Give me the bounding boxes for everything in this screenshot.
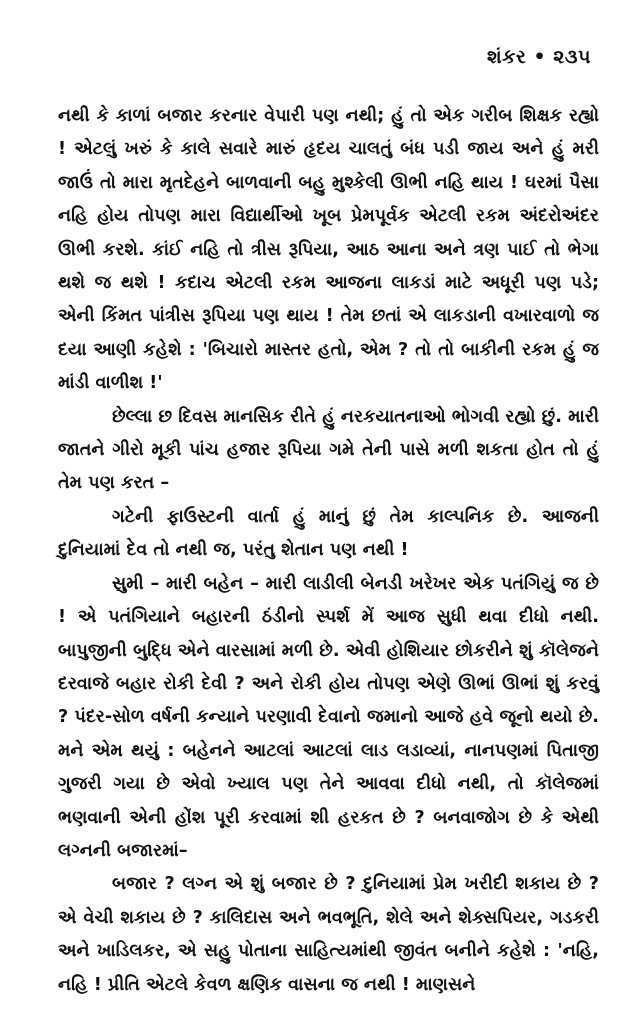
running-header: શંકર • ૨૩૫	[486, 46, 591, 68]
paragraph-5: બજાર ? લગ્ન એ શું બજાર છે ? દુનિયામાં પ્રેમ ખરીદી શકાય છે ? એ વેચી શકાય છે ? કાલિદાસ અને ભવભૂતિ, શેલે અને શેક્સપિયર, ગડકરી અને ખાડિલકર, એ સહુ પોતાના સાહિત્યમાંથી જીવંત બનીને કહેશે : 'નહિ, નહિ ! પ્રીતિ એટલે કેવળ ક્ષણિક વાસના જ નથી ! માણસને	[58, 874, 599, 995]
paragraph-2: છેલ્લા છ દિવસ માનસિક રીતે હું નરકયાતનાઓ ભોગવી રહ્યો છું. મારી જાતને ગીરો મૂકી પાંચ હજાર રૂપિયા ગમે તેની પાસે મળી શકતા હોત તો હું તેમ પણ કરત –	[58, 406, 599, 494]
paragraph-4: સુમી – મારી બહેન – મારી લાડીલી બેનડી ખરેખર એક પતંગિયું જ છે ! એ પતંગિયાને બહારની ઠંડીનો સ્પર્શ મેં આજ સુધી થવા દીધો નથી. બાપુજીની બુદ્ધિ એને વારસામાં મળી છે. એવી હોશિયાર છોકરીને શું કૉલેજને દરવાજે બહાર રોકી દેવી ? અને રોકી હોય તોપણ એણે ઊભાં ઊભાં શું કરવું ? પંદર-સોળ વર્ષની કન્યાને પરણાવી દેવાનો જમાનો આજે હવે જૂનો થયો છે. મને એમ થયું : બહેનને આટલાં આટલાં લાડ લડાવ્યાં, નાનપણમાં પિતાજી ગુજરી ગયા છે એવો ખ્યાલ પણ તેને આવવા દીધો નથી, તો કૉલેજમાં ભણવાની એની હોંશ પૂરી કરવામાં શી હરકત છે ? બનવાજોગ છે કે એથી લગ્નની બજારમાં–	[58, 573, 599, 861]
paragraph-3: ગટેની ફાઉસ્ટની વાર્તા હું માનું છું તેમ કાલ્પનિક છે. આજની દુનિયામાં દેવ તો નથી જ, પરંતુ શેતાન પણ નથી !	[58, 506, 599, 561]
body-text	[58, 100, 599, 1002]
paragraph-1: નથી કે કાળાં બજાર કરનાર વેપારી પણ નથી; હું તો એક ગરીબ શિક્ષક રહ્યો ! એટલું ખરું કે કાલે સવારે મારું હૃદય ચાલતું બંધ પડી જાય અને હું મરી જાઉં તો મારા મૃતદેહને બાળવાની બહુ મુશ્કેલી ઊભી નહિ થાય ! ઘરમાં પૈસા નહિ હોય તોપણ મારા વિદ્યાર્થીઓ ખૂબ પ્રેમપૂર્વક એટલી રકમ અંદરોઅંદર ઊભી કરશે. કાંઈ નહિ તો ત્રીસ રૂપિયા, આઠ આના અને ત્રણ પાઈ તો ભેગા થશે જ થશે ! કદાચ એટલી રકમ આજના લાકડાં માટે અધૂરી પણ પડે; એની કિંમત પાંત્રીસ રૂપિયા પણ થાય ! તેમ છતાં એ લાકડાની વખારવાળો જ દયા આણી કહેશે : 'બિચારો માસ્તર હતો, એમ ? તો તો બાકીની રકમ હું જ માંડી વાળીશ !'	[58, 106, 599, 394]
